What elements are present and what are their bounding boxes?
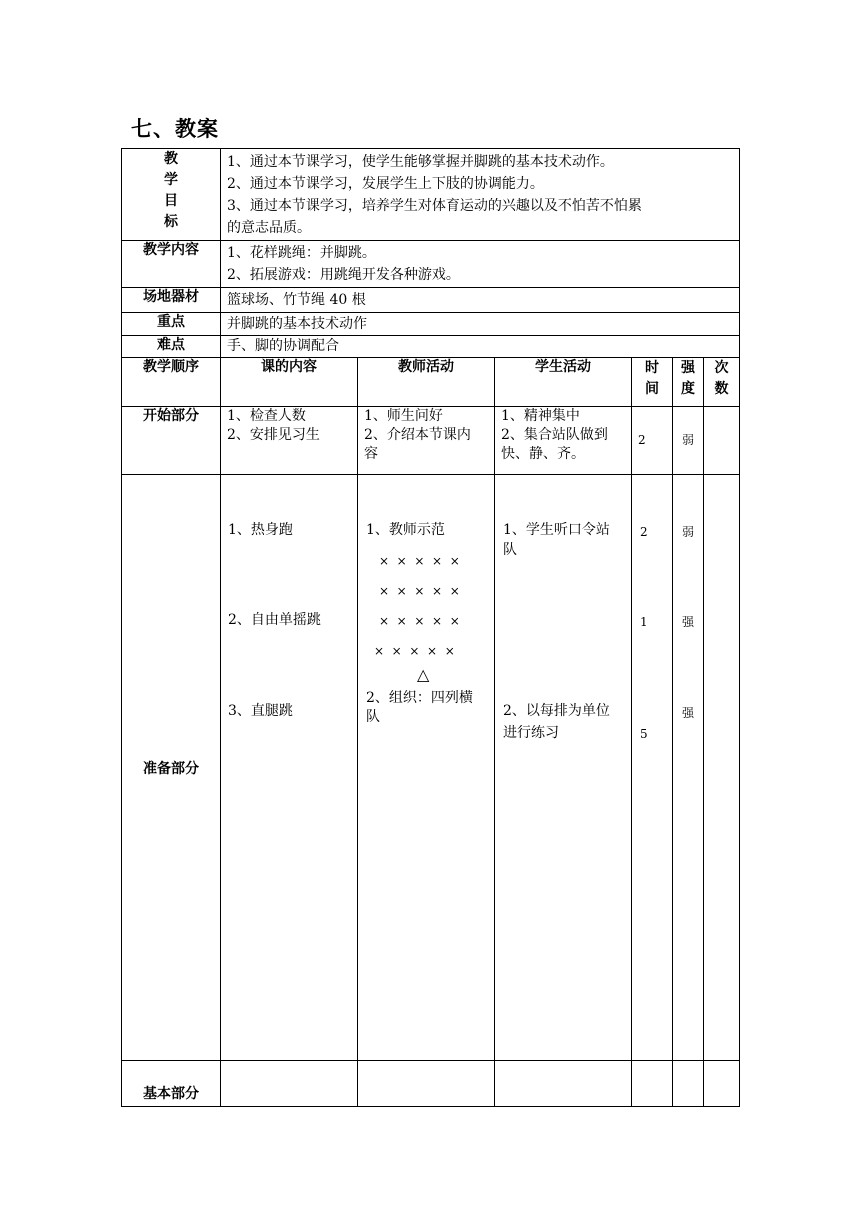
page-heading: 七、教案 (131, 117, 219, 141)
prep-count (704, 475, 740, 1061)
content-row (122, 241, 740, 288)
col-content-header: 课的内容 (221, 358, 358, 407)
formation-row: × × × × × (379, 554, 460, 568)
start-count (704, 407, 740, 475)
content-label: 教学内容 (122, 241, 221, 288)
equipment-value: 篮球场、竹节绳 40 根 (221, 288, 740, 313)
basic-section-label: 基本部分 (122, 1061, 221, 1107)
objective-item: 3、通过本节课学习，培养学生对体育运动的兴趣以及不怕苦不怕累 (227, 197, 642, 214)
prep-section-row (122, 475, 740, 1061)
objective-item: 1、通过本节课学习，使学生能够掌握并脚跳的基本技术动作。 (227, 153, 614, 170)
column-header-row (122, 358, 740, 407)
basic-section-row (122, 1061, 740, 1107)
objective-item: 2、通过本节课学习，发展学生上下肢的协调能力。 (227, 175, 544, 192)
formation-row: × × × × × (379, 584, 460, 598)
difficulty-row (122, 336, 740, 358)
prep-teacher: 1、教师示范 × × × × × × × × × × × × × × × × × × × × △ 2、组织：四列横 队 (358, 475, 495, 1061)
basic-count (704, 1061, 740, 1107)
prep-content: 1、热身跑 2、自由单摇跳 3、直腿跳 (221, 475, 358, 1061)
prep-intensity: 弱 强 强 (673, 475, 704, 1061)
col-order-header: 教学顺序 (122, 358, 221, 407)
key-point-value: 并脚跳的基本技术动作 (221, 313, 740, 336)
difficulty-value: 手、脚的协调配合 (221, 336, 740, 358)
equipment-row (122, 288, 740, 313)
lesson-plan-table (121, 148, 740, 1107)
col-teacher-header: 教师活动 (358, 358, 495, 407)
start-content: 1、检查人数 2、安排见习生 (221, 407, 358, 475)
start-time: 2 (632, 407, 673, 475)
basic-student (495, 1061, 632, 1107)
teacher-position-marker: △ (417, 665, 430, 684)
objectives-label: 教 学 目 标 (122, 149, 221, 241)
start-teacher: 1、师生问好 2、介绍本节课内 容 (358, 407, 495, 475)
col-count-header: 次 数 (704, 358, 740, 407)
basic-intensity (673, 1061, 704, 1107)
key-point-label: 重点 (122, 313, 221, 336)
key-point-row (122, 313, 740, 336)
prep-student: 1、学生听口令站 队 2、以每排为单位 进行练习 (495, 475, 632, 1061)
start-section-label: 开始部分 (122, 407, 221, 475)
col-time-header: 时 间 (632, 358, 673, 407)
content-item: 1、花样跳绳：并脚跳。 (227, 245, 376, 261)
formation-row: × × × × × (379, 614, 460, 628)
col-student-header: 学生活动 (495, 358, 632, 407)
basic-teacher (358, 1061, 495, 1107)
prep-section-label: 准备部分 (122, 475, 221, 1061)
basic-content (221, 1061, 358, 1107)
start-intensity: 弱 (673, 407, 704, 475)
prep-time: 2 1 5 (632, 475, 673, 1061)
content-text (221, 241, 740, 288)
objective-item: 的意志品质。 (227, 219, 311, 236)
formation-row: × × × × × (374, 644, 455, 658)
content-item: 2、拓展游戏：用跳绳开发各种游戏。 (227, 267, 460, 283)
start-student: 1、精神集中 2、集合站队做到 快、静、齐。 (495, 407, 632, 475)
col-intensity-header: 强 度 (673, 358, 704, 407)
start-section-row (122, 407, 740, 475)
objectives-row (122, 149, 740, 241)
objectives-text (221, 149, 740, 241)
equipment-label: 场地器材 (122, 288, 221, 313)
difficulty-label: 难点 (122, 336, 221, 358)
basic-time (632, 1061, 673, 1107)
